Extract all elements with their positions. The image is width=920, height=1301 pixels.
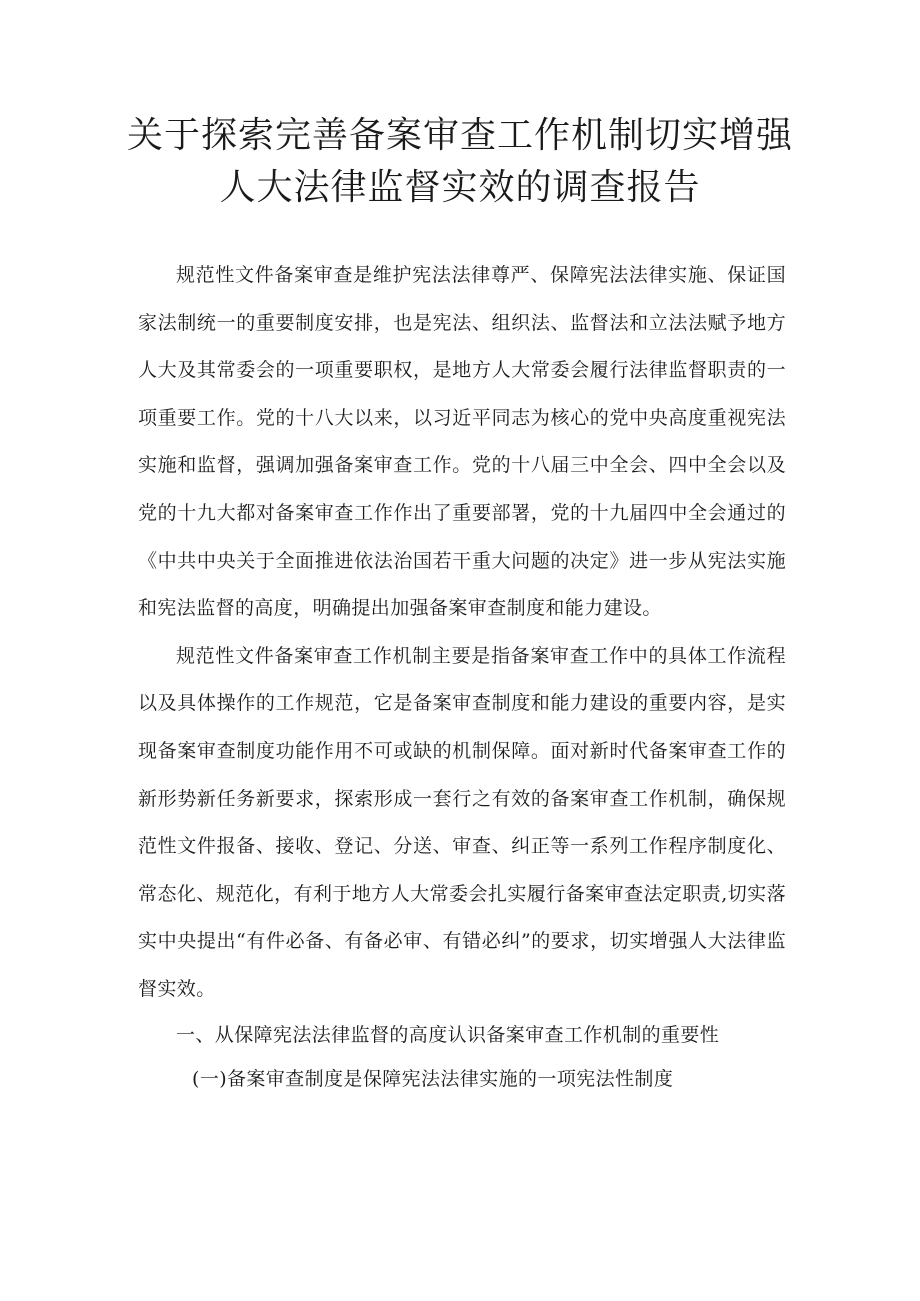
section-heading-1: 一、从保障宪法法律监督的高度认识备案审查工作机制的重要性	[176, 1023, 720, 1046]
paragraph-1: 规范性文件备案审查是维护宪法法律尊严、保障宪法法律实施、保证国家法制统一的重要制度安排，也是宪法、组织法、监督法和立法法赋予地方人大及其常委会的一项重要职权，是地方人大常委会履行法律监督职责的一项重要工作。党的十八大以来，以习近平同志为核心的党中央高度重视宪法实施和监督，强调加强备案审查工作。党的十八届三中全会、四中全会以及党的十九大都对备案审查工作作出了重要部署，党的十九届四中全会通过的《中共中央关于全面推进依法治国若干重大问题的决定》进一步从宪法实施和宪法监督的高度，明确提出加强备案审查制度和能力建设。	[138, 264, 786, 620]
document-body	[138, 252, 786, 1102]
title-line-2: 人大法律监督实效的调查报告	[219, 167, 701, 208]
subsection-heading-1: (一)备案审查制度是保障宪法法律实施的一项宪法性制度	[192, 1067, 674, 1090]
title-line-1: 关于探索完善备案审查工作机制切实增强	[126, 115, 793, 156]
paragraph-2: 规范性文件备案审查工作机制主要是指备案审查工作中的具体工作流程以及具体操作的工作规范，它是备案审查制度和能力建设的重要内容，是实现备案审查制度功能作用不可或缺的机制保障。面对新时代备案审查工作的新形势新任务新要求，探索形成一套行之有效的备案审查工作机制，确保规范性文件报备、接收、登记、分送、审查、纠正等一系列工作程序制度化、常态化、规范化，有利于地方人大常委会扎实履行备案审查法定职责,切实落实中央提出“有件必备、有备必审、有错必纠”的要求，切实增强人大法律监督实效。	[138, 644, 786, 1000]
document-title	[0, 110, 920, 214]
